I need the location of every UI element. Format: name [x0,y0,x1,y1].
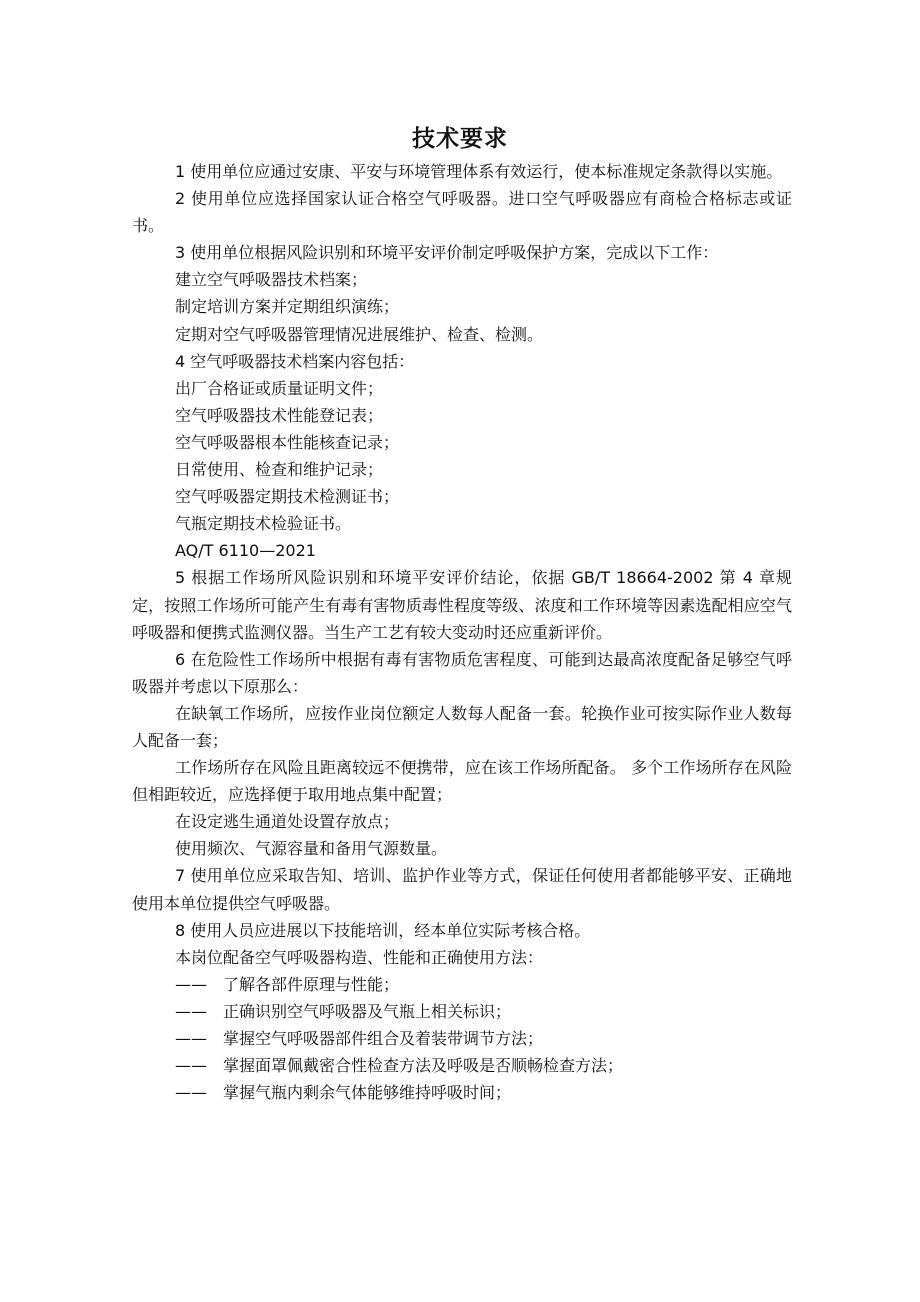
list-item: 工作场所存在风险且距离较远不便携带，应在该工作场所配备。 多个工作场所存在风险但相距较近，应选择便于取用地点集中配置； [132,758,792,805]
list-item: 建立空气呼吸器技术档案； [175,270,368,290]
list-item: 定期对空气呼吸器管理情况进展维护、检查、检测。 [175,324,544,344]
document-body [132,158,792,1106]
paragraph-4: 4 空气呼吸器技术档案内容包括： [175,351,415,371]
paragraph-3: 3 使用单位根据风险识别和环境平安评价制定呼吸保护方案，完成以下工作： [175,243,719,263]
list-item: 在设定逃生通道处设置存放点； [175,812,400,832]
list-item: 空气呼吸器根本性能核查记录； [175,432,400,452]
list-item: 制定培训方案并定期组织演练； [175,297,400,317]
list-item: 气瓶定期技术检验证书。 [175,514,352,534]
dash-marker: —— [175,1001,207,1021]
dash-marker: —— [175,1056,207,1076]
dash-list-item [132,1052,792,1079]
list-item: 本岗位配备空气呼吸器构造、性能和正确使用方法： [175,947,544,967]
dash-item-text: 掌握空气呼吸器部件组合及着装带调节方法； [223,1029,544,1048]
dash-list-item [132,971,792,998]
list-item: 日常使用、检查和维护记录； [175,460,384,480]
list-item: 空气呼吸器技术性能登记表； [175,405,384,425]
list-item: 在缺氧工作场所，应按作业岗位额定人数每人配备一套。轮换作业可按实际作业人数每人配备一套； [132,703,792,750]
paragraph-6: 6 在危险性工作场所中根据有毒有害物质危害程度、可能到达最高浓度配备足够空气呼吸器并考虑以下原那么： [132,649,792,696]
dash-item-text: 掌握面罩佩戴密合性检查方法及呼吸是否顺畅检查方法； [223,1056,624,1076]
paragraph-7: 7 使用单位应采取告知、培训、监护作业等方式，保证任何使用者都能够平安、正确地使用本单位提供空气呼吸器。 [132,866,792,913]
dash-marker: —— [175,1083,207,1103]
dash-item-text: 正确识别空气呼吸器及气瓶上相关标识； [223,1001,512,1021]
dash-marker: —— [175,974,207,994]
paragraph-8: 8 使用人员应进展以下技能培训，经本单位实际考核合格。 [175,920,591,940]
standard-code: AQ/T 6110—2021 [175,541,316,561]
dash-list-item [132,1079,792,1106]
list-item: 空气呼吸器定期技术检测证书； [175,487,400,507]
dash-marker: —— [175,1029,207,1048]
list-item: 出厂合格证或质量证明文件； [175,378,384,398]
dash-item-text: 了解各部件原理与性能； [223,974,400,994]
paragraph-1: 1 使用单位应通过安康、平安与环境管理体系有效运行，使本标准规定条款得以实施。 [175,162,783,181]
dash-item-text: 掌握气瓶内剩余气体能够维持呼吸时间； [223,1083,512,1103]
page-title: 技术要求 [412,126,508,152]
dash-list-item [132,1025,792,1052]
list-item: 使用频次、气源容量和备用气源数量。 [175,839,448,859]
paragraph-5: 5 根据工作场所风险识别和环境平安评价结论，依据 GB/T 18664-2002 第 4 章规定，按照工作场所可能产生有毒有害物质毒性程度等级、浓度和工作环境等因素选配相应空气呼吸器和便携式监测仪器。当生产工艺有较大变动时还应重新评价。 [132,568,792,642]
paragraph-2: 2 使用单位应选择国家认证合格空气呼吸器。进口空气呼吸器应有商检合格标志或证书。 [132,189,792,236]
dash-list-item [132,998,792,1025]
